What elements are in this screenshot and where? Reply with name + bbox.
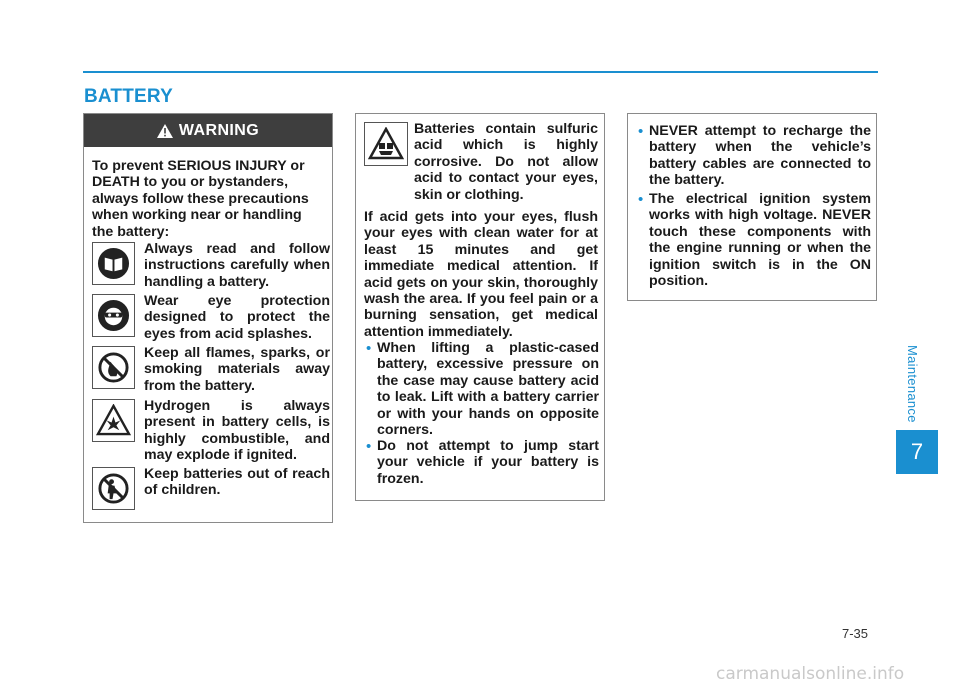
charging-box [627,113,877,301]
list-item-text: The electrical ignition system works with high voltage. NEVER touch these components with the engine running or when the ignition switch is in the ON position. [649,191,871,290]
warning-item-text: Keep batteries out of reach of children. [144,466,330,499]
acid-box [355,113,605,501]
bullet-icon: • [366,340,372,357]
bullet-icon: • [366,438,372,455]
warning-item-text: Always read and follow instructions carefully when handling a battery. [144,241,330,290]
watermark: carmanualsonline.info [716,664,905,684]
warning-item-text: Keep all flames, sparks, or smoking materials away from the battery. [144,345,330,394]
acid-first-aid-text: If acid gets into your eyes, flush your eyes with clean water for at least 15 minutes and get immediate medical attention. If acid gets on your skin, thoroughly wash the area. If you feel pain or a burning sensation, get medical attention immediately. [364,209,598,340]
warning-box [83,113,333,523]
list-item-text: NEVER attempt to recharge the battery when the vehicle’s battery cables are connected to the battery. [649,123,871,189]
warning-item [92,398,330,464]
chapter-tab: 7 [896,430,938,474]
eye-protection-icon [97,299,130,332]
warning-label: WARNING [178,121,260,139]
bullet-icon: • [638,123,644,140]
explosion-icon [96,404,131,437]
chapter-label: Maintenance [905,345,920,423]
section-title: BATTERY [84,86,174,107]
list-item-text: Do not attempt to jump start your vehicle if your battery is frozen. [377,438,599,487]
page-number: 7-35 [842,626,869,641]
warning-item [92,241,330,292]
warning-item-text: Hydrogen is always present in battery cells, is highly combustible, and may explode if ignited. [144,398,330,464]
warning-item [92,345,330,396]
top-rule [83,71,878,73]
acid-warning-text: Batteries contain sulfuric acid which is highly corrosive. Do not allow acid to contact your eyes, skin or clothing. [414,121,598,203]
warning-intro: To prevent SERIOUS INJURY or DEATH to you or bystanders, always follow these precautions when working near or handling the battery: [92,158,309,240]
warning-item-text: Wear eye protection designed to protect the eyes from acid splashes. [144,293,330,342]
book-icon [97,247,130,280]
warning-item [92,466,330,517]
no-flames-icon [97,351,130,384]
list-item-text: When lifting a plastic-cased battery, excessive pressure on the case may cause battery acid to leak. Lift with a battery carrier or with your hands on opposite corners. [377,340,599,439]
keep-children-away-icon [97,472,130,505]
bullet-icon: • [638,191,644,208]
warning-triangle-icon [157,124,173,138]
warning-item [92,293,330,344]
corrosive-acid-icon [368,127,404,161]
warning-header [84,114,332,147]
